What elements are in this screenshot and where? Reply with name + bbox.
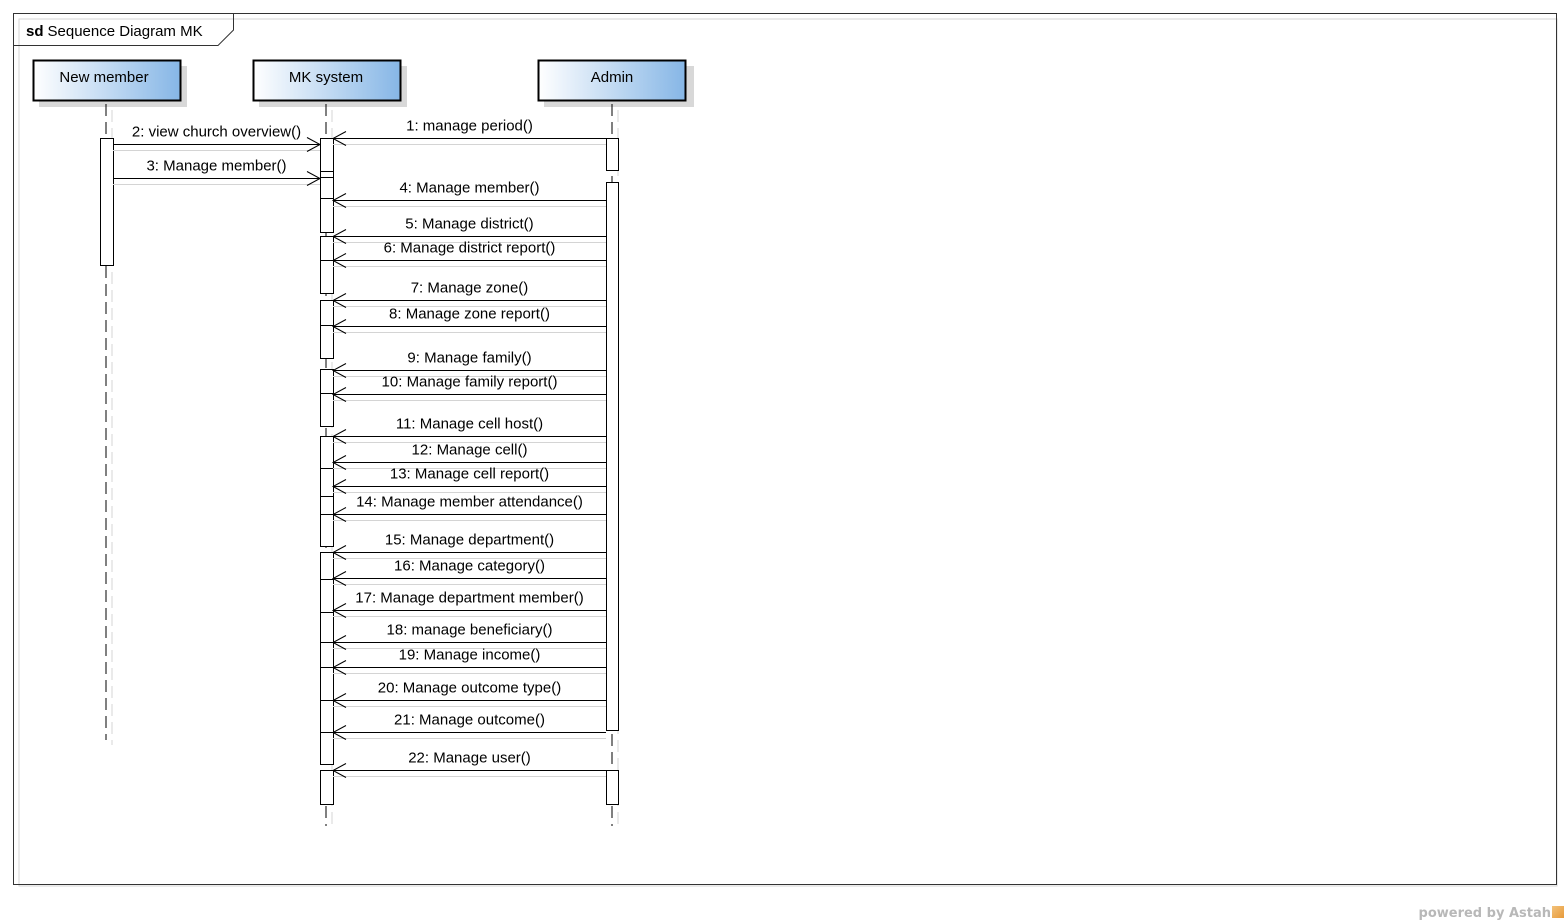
frame-shadow: [19, 19, 1557, 886]
message-label: 11: Manage cell host(): [395, 415, 544, 433]
message-label: 17: Manage department member(): [355, 589, 584, 607]
message-16: [333, 558, 606, 586]
lifeline-label-mk-system: MK system: [288, 69, 364, 86]
watermark-text: powered by Astah: [1418, 906, 1551, 921]
message-label: 22: Manage user(): [408, 749, 531, 767]
message-label: 9: Manage family(): [407, 349, 532, 367]
message-1: [333, 118, 606, 146]
message-label: 2: view church overview(): [131, 123, 302, 141]
message-10: [333, 374, 606, 402]
message-label: 6: Manage district report(): [383, 239, 556, 257]
message-label: 12: Manage cell(): [411, 441, 528, 459]
message-2: [113, 124, 320, 152]
messages: [113, 118, 606, 778]
message-label: 14: Manage member attendance(): [356, 493, 583, 511]
message-17: [333, 590, 606, 618]
message-22: [333, 750, 606, 778]
message-label: 20: Manage outcome type(): [377, 679, 562, 697]
message-label: 13: Manage cell report(): [389, 465, 550, 483]
message-label: 1: manage period(): [406, 117, 533, 135]
lifeline-head-new-member: [34, 61, 188, 108]
lifeline-label-admin: Admin: [590, 69, 634, 86]
message-13: [333, 466, 606, 494]
message-19: [333, 647, 606, 675]
message-label: 16: Manage category(): [394, 557, 545, 575]
message-6: [333, 240, 606, 268]
message-label: 15: Manage department(): [384, 531, 555, 549]
lifeline-label-new-member: New member: [59, 69, 149, 86]
message-label: 7: Manage zone(): [410, 279, 529, 297]
message-18: [333, 622, 606, 650]
message-label: 8: Manage zone report(): [389, 305, 550, 323]
message-label: 3: Manage member(): [146, 157, 287, 175]
message-4: [333, 180, 606, 208]
message-7: [333, 280, 606, 308]
lifeline-head-mk-system: [254, 61, 408, 108]
message-15: [333, 532, 606, 560]
lifeline-head-admin: [539, 61, 695, 108]
message-label: 10: Manage family report(): [381, 373, 558, 391]
message-label: 5: Manage district(): [405, 215, 534, 233]
message-label: 18: manage beneficiary(): [386, 621, 553, 639]
message-8: [333, 306, 606, 334]
frame-title: sd Sequence Diagram MK: [26, 23, 203, 40]
message-3: [113, 158, 320, 186]
message-label: 4: Manage member(): [399, 179, 540, 197]
message-21: [333, 712, 606, 740]
message-20: [333, 680, 606, 708]
message-14: [333, 494, 606, 522]
astah-watermark: [1419, 906, 1564, 921]
astah-logo-icon: [1552, 906, 1564, 918]
message-label: 19: Manage income(): [398, 646, 541, 664]
message-11: [333, 416, 606, 444]
message-label: 21: Manage outcome(): [394, 711, 545, 729]
